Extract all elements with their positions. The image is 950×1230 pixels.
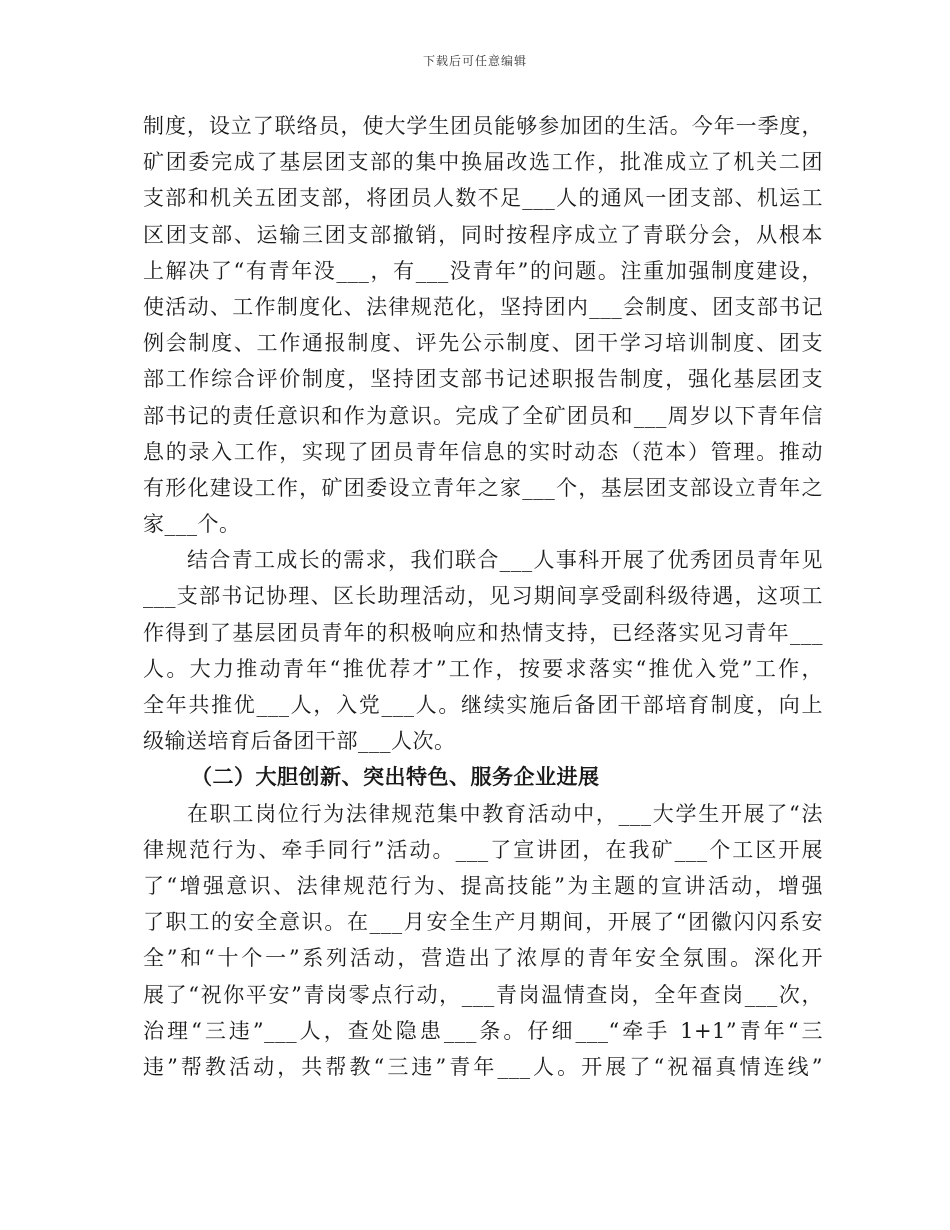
text-line: ___支部书记协理、区长助理活动，见习期间享受副科级待遇，这项工 (143, 584, 823, 609)
text-line: 作得到了基层团员青年的积极响应和热情支持，已经落实见习青年___ (143, 620, 823, 645)
text-line: 例会制度、工作通报制度、评先公示制度、团干学习培训制度、团支 (143, 331, 823, 356)
text-line: 人。大力推动青年“推优荐才”工作，按要求落实“推优入党”工作， (143, 656, 823, 681)
text-line: 有形化建设工作，矿团委设立青年之家___个，基层团支部设立青年之 (143, 475, 823, 500)
text-line: 家___个。 (143, 512, 241, 537)
text-line: 部书记的责任意识和作为意识。完成了全矿团员和___周岁以下青年信 (143, 403, 823, 428)
text-line: 治理“三违”___人，查处隐患___条。仔细___“牵手 1+1”青年“三 (143, 1018, 823, 1043)
page-header: 下载后可任意编辑 (422, 54, 527, 68)
text-line: 矿团委完成了基层团支部的集中换届改选工作，批准成立了机关二团 (143, 150, 823, 175)
text-line: 息的录入工作，实现了团员青年信息的实时动态（范本）管理。推动 (143, 439, 823, 464)
text-line: 级输送培育后备团干部___人次。 (143, 729, 456, 754)
text-line: 区团支部、运输三团支部撤销，同时按程序成立了青联分会，从根本 (143, 222, 823, 247)
paragraph-first-line: 在职工岗位行为法律规范集中教育活动中，___大学生开展了“法 (187, 801, 823, 826)
text-line: 违”帮教活动，共帮教“三违”青年___人。开展了“祝福真情连线” (143, 1054, 823, 1079)
text-line: 支部和机关五团支部，将团员人数不足___人的通风一团支部、机运工 (143, 186, 823, 211)
text-line: 上解决了“有青年没___，有___没青年”的问题。注重加强制度建设， (143, 258, 823, 283)
text-line: 使活动、工作制度化、法律规范化，坚持团内___会制度、团支部书记 (143, 294, 823, 319)
text-line: 制度，设立了联络员，使大学生团员能够参加团的生活。今年一季度， (143, 114, 823, 138)
text-line: 部工作综合评价制度，坚持团支部书记述职报告制度，强化基层团支 (143, 367, 823, 392)
paragraph-first-line: 结合青工成长的需求，我们联合___人事科开展了优秀团员青年见 (187, 548, 823, 573)
document-body (143, 108, 823, 1085)
text-line: 了“增强意识、法律规范行为、提高技能”为主题的宣讲活动，增强 (143, 873, 823, 898)
text-line: 全”和“十个一”系列活动，营造出了浓厚的青年安全氛围。深化开 (143, 946, 823, 971)
section-heading: （二）大胆创新、突出特色、服务企业进展 (191, 764, 600, 790)
text-line: 了职工的安全意识。在___月安全生产月期间，开展了“团徽闪闪系安 (143, 910, 823, 935)
text-line: 展了“祝你平安”青岗零点行动，___青岗温情查岗，全年查岗___次， (143, 982, 823, 1007)
text-line: 律规范行为、牵手同行”活动。___了宣讲团，在我矿___个工区开展 (143, 837, 823, 862)
text-line: 全年共推优___人，入党___人。继续实施后备团干部培育制度，向上 (143, 693, 823, 717)
